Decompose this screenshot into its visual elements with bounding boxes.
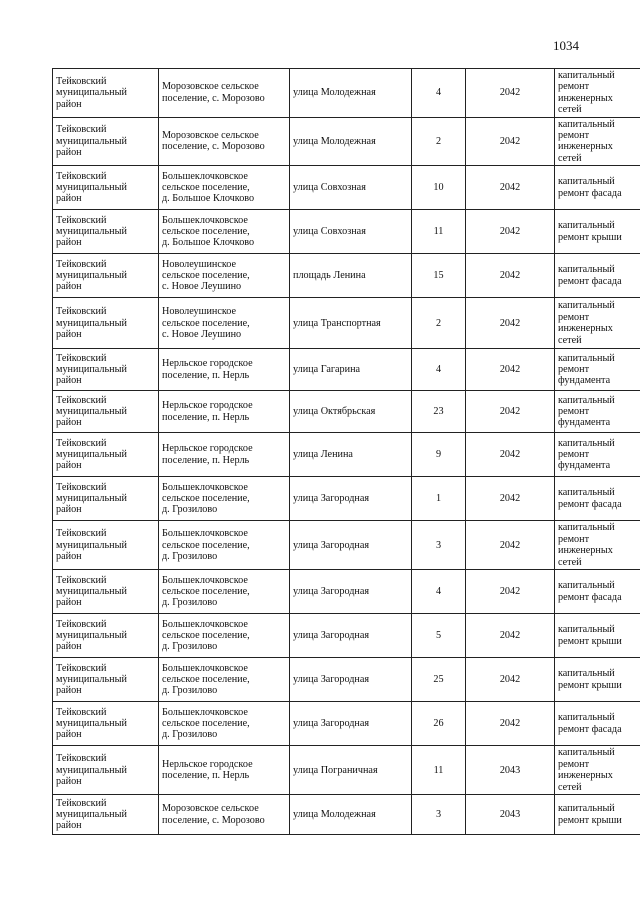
settlement-cell-line: Новолеушинское [162,306,237,318]
district-cell [53,349,159,391]
work-type-cell-line: сетей [558,781,582,793]
settlement-cell-line: сельское поселение, [162,226,250,238]
district-cell-line: муниципальный [56,674,127,686]
settlement-cell-line: Нерльское городское [162,358,253,370]
house-number-cell: 25 [412,658,466,702]
street-cell: улица Загородная [290,658,412,702]
district-cell-line: Тейковский [56,352,107,364]
work-type-cell [555,570,640,614]
work-type-cell-line: ремонт фасада [558,591,622,603]
district-cell-line: Тейковский [56,394,107,406]
street-cell: улица Пограничная [290,746,412,795]
district-cell-line: Тейковский [56,124,107,136]
district-cell-line: район [56,375,82,387]
year-cell: 2042 [466,570,555,614]
work-type-cell-line: капитальный [558,522,615,534]
district-cell-line: муниципальный [56,182,127,194]
street-cell: площадь Ленина [290,254,412,298]
work-type-cell [555,658,640,702]
district-cell [53,795,159,835]
settlement-cell-line: Большеклочковское [162,214,248,226]
settlement-cell-line: поселение, п. Нерль [162,411,250,423]
district-cell-line: Тейковский [56,437,107,449]
district-cell-line: муниципальный [56,764,127,776]
settlement-cell-line: поселение, с. Морозово [162,92,265,104]
district-cell-line: район [56,685,82,697]
district-cell-line: район [56,820,82,832]
settlement-cell [159,614,290,658]
district-cell-line: Тейковский [56,75,107,87]
work-type-cell [555,795,640,835]
settlement-cell [159,69,290,118]
work-type-cell [555,614,640,658]
settlement-cell [159,117,290,166]
district-cell [53,166,159,210]
settlement-cell-line: Большеклочковское [162,706,248,718]
work-type-cell [555,210,640,254]
settlement-cell [159,254,290,298]
work-type-cell-line: ремонт фасада [558,498,622,510]
work-type-cell-line: капитальный [558,352,615,364]
table-row [53,166,640,210]
work-type-cell-line: ремонт [558,406,590,418]
table-row [53,477,640,521]
district-cell-line: муниципальный [56,630,127,642]
work-type-cell-line: инженерных [558,770,613,782]
street-cell: улица Загородная [290,702,412,746]
district-cell-line: Тейковский [56,662,107,674]
settlement-cell-line: Морозовское сельское [162,81,259,93]
work-type-cell-line: капитальный [558,803,615,815]
district-cell-line: район [56,597,82,609]
district-cell-line: район [56,237,82,249]
table-row [53,298,640,349]
work-type-cell-line: сетей [558,104,582,116]
district-cell [53,391,159,433]
district-cell [53,570,159,614]
year-cell: 2042 [466,69,555,118]
work-type-cell-line: ремонт фасада [558,723,622,735]
house-number-cell: 2 [412,298,466,349]
house-number-cell: 15 [412,254,466,298]
year-cell: 2042 [466,254,555,298]
work-type-cell-line: инженерных [558,92,613,104]
settlement-cell-line: Большеклочковское [162,662,248,674]
work-type-cell-line: ремонт [558,130,590,142]
table-row [53,614,640,658]
table-row [53,69,640,118]
settlement-cell [159,746,290,795]
settlement-cell-line: д. Грозилово [162,504,218,516]
year-cell: 2042 [466,210,555,254]
work-type-cell-line: капитальный [558,118,615,130]
house-number-cell: 5 [412,614,466,658]
year-cell: 2042 [466,433,555,477]
street-cell: улица Транспортная [290,298,412,349]
table-row [53,570,640,614]
settlement-cell [159,477,290,521]
work-type-cell-line: капитальный [558,176,615,188]
settlement-cell [159,570,290,614]
settlement-cell-line: Большеклочковское [162,170,248,182]
district-cell-line: район [56,281,82,293]
year-cell: 2042 [466,349,555,391]
work-type-cell [555,702,640,746]
work-type-cell-line: фундамента [558,460,611,472]
district-cell-line: Тейковский [56,481,107,493]
work-type-cell-line: ремонт [558,533,590,545]
work-type-cell [555,69,640,118]
settlement-cell [159,658,290,702]
settlement-cell-line: д. Большое Клочково [162,237,255,249]
table-body [53,69,640,835]
work-type-cell-line: ремонт крыши [558,635,622,647]
district-cell-line: муниципальный [56,449,127,461]
work-type-cell-line: инженерных [558,141,613,153]
house-number-cell: 4 [412,570,466,614]
settlement-cell-line: сельское поселение, [162,630,250,642]
settlement-cell [159,521,290,570]
house-number-cell: 3 [412,521,466,570]
street-cell: улица Гагарина [290,349,412,391]
work-type-cell-line: капитальный [558,437,615,449]
table-row [53,433,640,477]
table-row [53,349,640,391]
settlement-cell-line: Нерльское городское [162,443,253,455]
district-cell-line: муниципальный [56,270,127,282]
settlement-cell-line: поселение, п. Нерль [162,369,250,381]
settlement-cell-line: поселение, с. Морозово [162,814,265,826]
work-type-cell-line: ремонт крыши [558,231,622,243]
settlement-cell-line: сельское поселение, [162,493,250,505]
district-cell [53,746,159,795]
settlement-cell [159,349,290,391]
work-type-cell-line: капитальный [558,580,615,592]
work-type-cell [555,166,640,210]
district-cell-line: Тейковский [56,797,107,809]
settlement-cell-line: Нерльское городское [162,758,253,770]
table-row [53,391,640,433]
work-type-cell-line: фундамента [558,417,611,429]
table-row [53,795,640,835]
work-type-cell-line: фундамента [558,375,611,387]
settlement-cell [159,795,290,835]
district-cell-line: муниципальный [56,539,127,551]
housing-repair-table [52,68,640,835]
district-cell-line: Тейковский [56,618,107,630]
work-type-cell-line: ремонт крыши [558,679,622,691]
settlement-cell-line: д. Грозилово [162,550,218,562]
work-type-cell-line: ремонт [558,449,590,461]
work-type-cell [555,433,640,477]
district-cell-line: Тейковский [56,214,107,226]
district-cell-line: муниципальный [56,406,127,418]
district-cell-line: Тейковский [56,306,107,318]
year-cell: 2042 [466,391,555,433]
settlement-cell-line: д. Большое Клочково [162,193,255,205]
settlement-cell-line: поселение, п. Нерль [162,454,250,466]
district-cell [53,614,159,658]
district-cell-line: район [56,193,82,205]
district-cell-line: район [56,460,82,472]
year-cell: 2042 [466,658,555,702]
work-type-cell-line: ремонт фасада [558,275,622,287]
settlement-cell-line: д. Грозилово [162,641,218,653]
street-cell: улица Ленина [290,433,412,477]
district-cell-line: район [56,729,82,741]
settlement-cell-line: Большеклочковское [162,574,248,586]
work-type-cell-line: ремонт [558,311,590,323]
year-cell: 2042 [466,614,555,658]
work-type-cell [555,746,640,795]
year-cell: 2043 [466,746,555,795]
district-cell [53,69,159,118]
table-row [53,702,640,746]
work-type-cell [555,298,640,349]
house-number-cell: 2 [412,117,466,166]
district-cell [53,117,159,166]
house-number-cell: 4 [412,69,466,118]
district-cell-line: Тейковский [56,706,107,718]
table-row [53,658,640,702]
table-row [53,746,640,795]
work-type-cell-line: ремонт [558,364,590,376]
district-cell-line: район [56,98,82,110]
year-cell: 2042 [466,521,555,570]
work-type-cell-line: ремонт крыши [558,814,622,826]
settlement-cell-line: с. Новое Леушино [162,281,242,293]
district-cell-line: муниципальный [56,809,127,821]
settlement-cell-line: Новолеушинское [162,258,237,270]
settlement-cell-line: Нерльское городское [162,400,253,412]
district-cell [53,702,159,746]
table-row [53,117,640,166]
settlement-cell-line: поселение, п. Нерль [162,770,250,782]
district-cell-line: район [56,641,82,653]
district-cell-line: муниципальный [56,226,127,238]
table-row [53,210,640,254]
settlement-cell-line: с. Новое Леушино [162,328,242,340]
street-cell: улица Загородная [290,614,412,658]
year-cell: 2042 [466,117,555,166]
settlement-cell-line: Большеклочковское [162,618,248,630]
work-type-cell-line: капитальный [558,264,615,276]
street-cell: улица Совхозная [290,166,412,210]
settlement-cell [159,391,290,433]
work-type-cell-line: инженерных [558,323,613,335]
work-type-cell-line: капитальный [558,70,615,81]
settlement-cell-line: сельское поселение, [162,674,250,686]
district-cell-line: муниципальный [56,718,127,730]
street-cell: улица Совхозная [290,210,412,254]
settlement-cell-line: д. Грозилово [162,685,218,697]
house-number-cell: 9 [412,433,466,477]
work-type-cell-line: капитальный [558,487,615,499]
settlement-cell-line: Большеклочковское [162,481,248,493]
work-type-cell-line: ремонт [558,81,590,93]
table-row [53,521,640,570]
house-number-cell: 1 [412,477,466,521]
work-type-cell-line: сетей [558,152,582,164]
district-cell-line: район [56,504,82,516]
district-cell-line: район [56,147,82,159]
street-cell: улица Молодежная [290,795,412,835]
settlement-cell [159,210,290,254]
house-number-cell: 23 [412,391,466,433]
district-cell-line: Тейковский [56,753,107,765]
house-number-cell: 26 [412,702,466,746]
district-cell [53,521,159,570]
work-type-cell [555,391,640,433]
settlement-cell-line: сельское поселение, [162,182,250,194]
district-cell-line: Тейковский [56,528,107,540]
street-cell: улица Загородная [290,570,412,614]
street-cell: улица Октябрьская [290,391,412,433]
district-cell-line: район [56,775,82,787]
work-type-cell-line: капитальный [558,394,615,406]
district-cell [53,254,159,298]
work-type-cell-line: ремонт фасада [558,187,622,199]
settlement-cell [159,433,290,477]
settlement-cell-line: сельское поселение, [162,270,250,282]
settlement-cell-line: Морозовское сельское [162,130,259,142]
work-type-cell-line: сетей [558,556,582,568]
settlement-cell-line: сельское поселение, [162,539,250,551]
year-cell: 2042 [466,298,555,349]
work-type-cell-line: инженерных [558,545,613,557]
work-type-cell-line: капитальный [558,300,615,312]
district-cell-line: муниципальный [56,135,127,147]
work-type-cell [555,254,640,298]
settlement-cell-line: д. Грозилово [162,729,218,741]
district-cell [53,210,159,254]
house-number-cell: 11 [412,210,466,254]
table-row [53,254,640,298]
district-cell [53,298,159,349]
settlement-cell [159,166,290,210]
district-cell-line: муниципальный [56,586,127,598]
work-type-cell-line: капитальный [558,747,615,759]
district-cell [53,433,159,477]
work-type-cell-line: сетей [558,334,582,346]
year-cell: 2043 [466,795,555,835]
year-cell: 2042 [466,166,555,210]
street-cell: улица Молодежная [290,69,412,118]
house-number-cell: 3 [412,795,466,835]
settlement-cell-line: сельское поселение, [162,317,250,329]
settlement-cell-line: Морозовское сельское [162,803,259,815]
settlement-cell-line: сельское поселение, [162,718,250,730]
district-cell-line: Тейковский [56,170,107,182]
settlement-cell [159,702,290,746]
year-cell: 2042 [466,477,555,521]
settlement-cell [159,298,290,349]
settlement-cell-line: д. Грозилово [162,597,218,609]
work-type-cell [555,349,640,391]
district-cell-line: район [56,550,82,562]
settlement-cell-line: поселение, с. Морозово [162,141,265,153]
settlement-cell-line: сельское поселение, [162,586,250,598]
street-cell: улица Загородная [290,521,412,570]
work-type-cell-line: капитальный [558,220,615,232]
district-cell-line: Тейковский [56,258,107,270]
district-cell [53,477,159,521]
district-cell-line: район [56,328,82,340]
work-type-cell [555,521,640,570]
house-number-cell: 11 [412,746,466,795]
year-cell: 2042 [466,702,555,746]
house-number-cell: 4 [412,349,466,391]
district-cell-line: муниципальный [56,87,127,99]
page-number: 1034 [553,38,579,53]
work-type-cell-line: ремонт [558,758,590,770]
district-cell-line: муниципальный [56,317,127,329]
street-cell: улица Молодежная [290,117,412,166]
settlement-cell-line: Большеклочковское [162,528,248,540]
work-type-cell-line: капитальный [558,624,615,636]
work-type-cell-line: капитальный [558,712,615,724]
street-cell: улица Загородная [290,477,412,521]
district-cell-line: район [56,417,82,429]
district-cell [53,658,159,702]
district-cell-line: муниципальный [56,493,127,505]
district-cell-line: муниципальный [56,364,127,376]
work-type-cell-line: капитальный [558,668,615,680]
house-number-cell: 10 [412,166,466,210]
work-type-cell [555,117,640,166]
district-cell-line: Тейковский [56,574,107,586]
work-type-cell [555,477,640,521]
